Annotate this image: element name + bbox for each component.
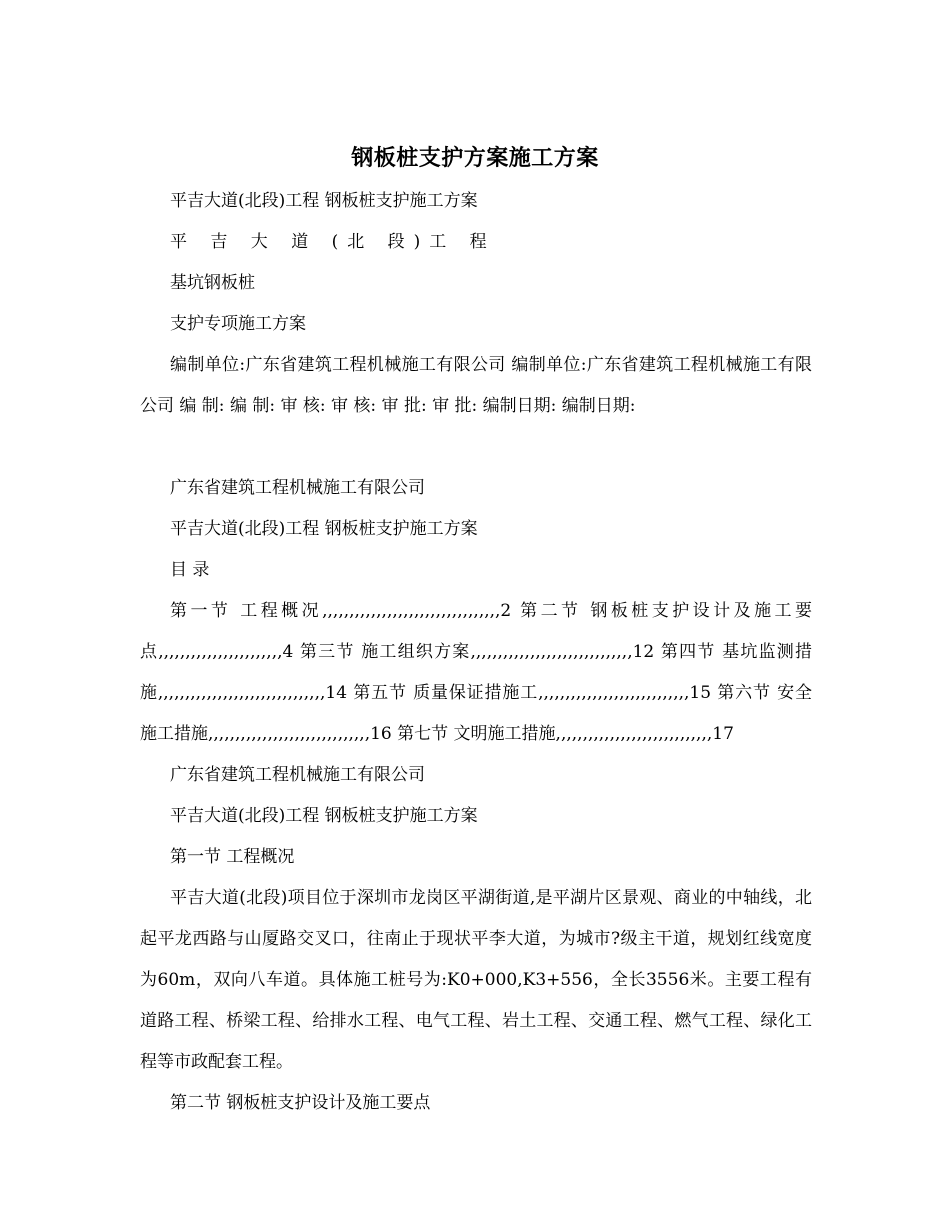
- special-plan-line: 支护专项施工方案: [170, 314, 306, 334]
- section-2-heading: 第二节 钢板桩支护设计及施工要点: [170, 1093, 431, 1113]
- compiler-info-paragraph: 编制单位:广东省建筑工程机械施工有限公司 编制单位:广东省建筑工程机械施工有限公司 编 制: 编 制: 审 核: 审 核: 审 批: 审 批: 编制日期: 编制日期:: [140, 355, 812, 416]
- page-header: 平吉大道(北段)工程 钢板桩支护施工方案: [170, 519, 478, 539]
- page-header: 平吉大道(北段)工程 钢板桩支护施工方案: [170, 806, 478, 826]
- toc-title: 目 录: [170, 560, 210, 580]
- foundation-pit-line: 基坑钢板桩: [170, 273, 255, 293]
- document-title: 钢板桩支护方案施工方案: [351, 145, 599, 171]
- project-name-spaced-line: 平 吉 大 道 (北 段)工 程: [170, 232, 496, 252]
- table-of-contents: 第一节 工程概况,,,,,,,,,,,,,,,,,,,,,,,,,,,,,,,,,2 第二节 钢板桩支护设计及施工要点,,,,,,,,,,,,,,,,,,,,,,,4 第三节 施工组织方案,,,,,,,,,,,,,,,,,,,,,,,,,,,,,,12 第四节 基坑监测措施,,,,,,,,,,,,,,,,,,,,,,,,,,,,,,,14 第五节 质量保证措施工,,,,,,,,,,,,,,,,,,,,,,,,,,,,15 第六节 安全施工措施,,,,,,,,,,,,,,,,,,,,,,,,,,,,,,16 第七节 文明施工措施,,,,,,,,,,,,,,,,,,,,,,,,,,,,,17: [140, 601, 812, 744]
- company-name: 广东省建筑工程机械施工有限公司: [170, 765, 425, 785]
- section-1-heading: 第一节 工程概况: [170, 847, 295, 867]
- company-name: 广东省建筑工程机械施工有限公司: [170, 478, 425, 498]
- section-1-body: 平吉大道(北段)项目位于深圳市龙岗区平湖街道,是平湖片区景观、商业的中轴线，北起平龙西路与山厦路交叉口，往南止于现状平李大道，为城市?级主干道，规划红线宽度为60m，双向八车道。具体施工桩号为:K0+000,K3+556，全长3556米。主要工程有道路工程、桥梁工程、给排水工程、电气工程、岩土工程、交通工程、燃气工程、绿化工程等市政配套工程。: [140, 888, 812, 1072]
- project-name-line: 平吉大道(北段)工程 钢板桩支护施工方案: [170, 191, 478, 211]
